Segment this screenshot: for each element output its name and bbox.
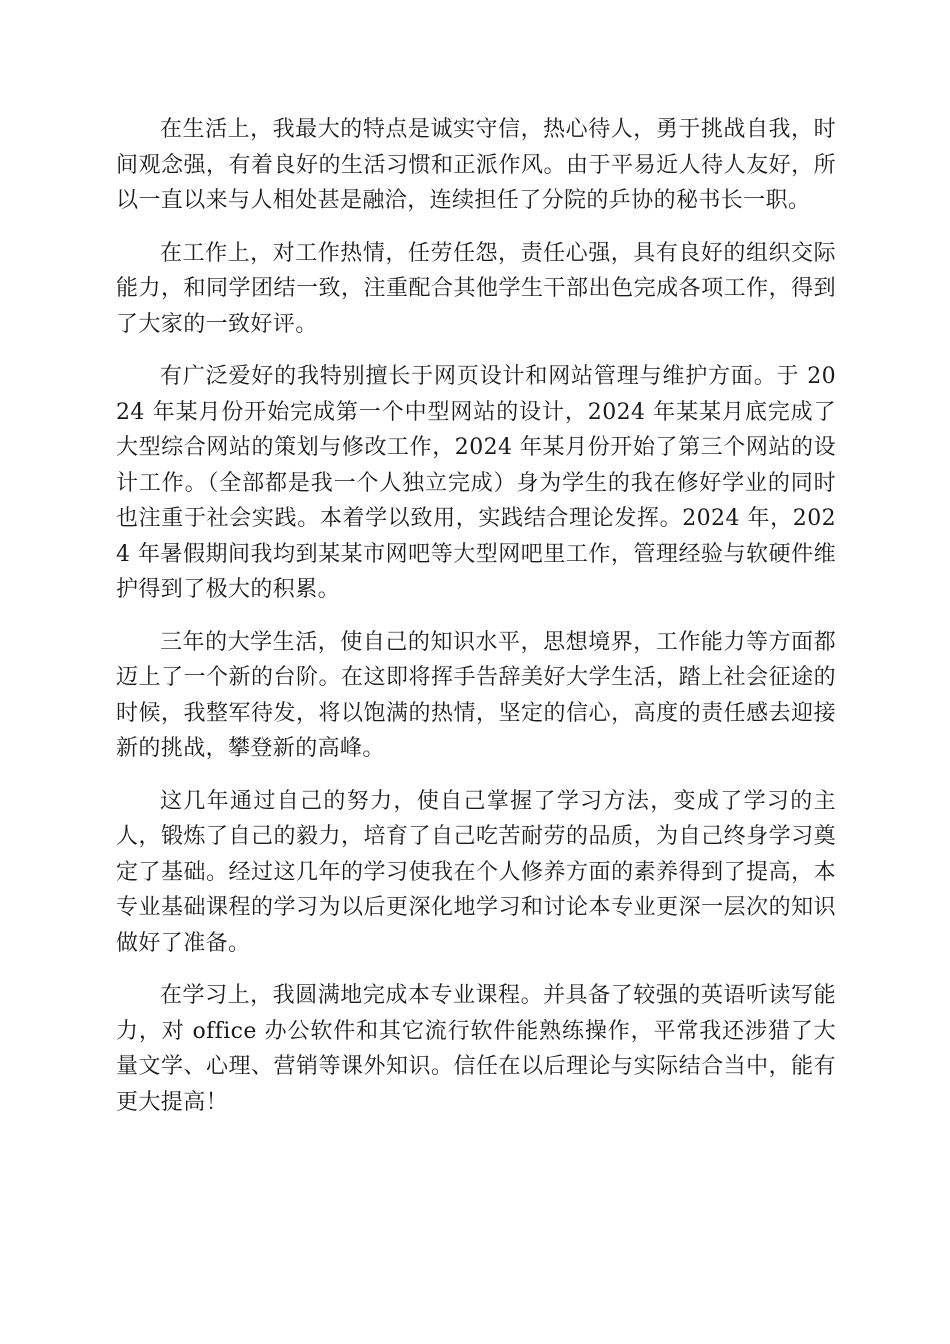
paragraph-work: 在工作上，对工作热情，任劳任怨，责任心强，具有良好的组织交际能力，和同学团结一致，注重配合其他学生干部出色完成各项工作，得到了大家的一致好评。 xyxy=(116,240,836,337)
paragraph-life: 在生活上，我最大的特点是诚实守信，热心待人，勇于挑战自我，时间观念强，有着良好的生活习惯和正派作风。由于平易近人待人友好，所以一直以来与人相处甚是融洽，连续担任了分院的乒协的秘书长一职。 xyxy=(116,117,836,213)
paragraph-hobbies: 有广泛爱好的我特别擅长于网页设计和网站管理与维护方面。于 2024 年某月份开始完成第一个中型网站的设计，2024 年某某月底完成了大型综合网站的策划与修改工作，2024 年某月份开始了第三个网站的设计工作。（全部都是我一个人独立完成）身为学生的我在修好学业的同时也注重于社会实践。本着学以致用，实践结合理论发挥。2024 年，2024 年暑假期间我均到某某市网吧等大型网吧里工作，管理经验与软硬件维护得到了极大的积累。 xyxy=(116,364,836,602)
paragraph-study: 在学习上，我圆满地完成本专业课程。并具备了较强的英语听读写能力，对 office 办公软件和其它流行软件能熟练操作，平常我还涉猎了大量文学、心理、营销等课外知识。信任在以后理论与实际结合当中，能有更大提高！ xyxy=(116,983,836,1115)
paragraph-learning-growth: 这几年通过自己的努力，使自己掌握了学习方法，变成了学习的主人，锻炼了自己的毅力，培育了自己吃苦耐劳的品质，为自己终身学习奠定了基础。经过这几年的学习使我在个人修养方面的素养得到了提高，本专业基础课程的学习为以后更深化地学习和讨论本专业更深一层次的知识做好了准备。 xyxy=(116,788,836,956)
paragraph-university-life: 三年的大学生活，使自己的知识水平，思想境界，工作能力等方面都迈上了一个新的台阶。在这即将挥手告辞美好大学生活，踏上社会征途的时候，我整军待发，将以饱满的热情，坚定的信心，高度的责任感去迎接新的挑战，攀登新的高峰。 xyxy=(116,629,836,761)
document-page xyxy=(116,112,836,1137)
